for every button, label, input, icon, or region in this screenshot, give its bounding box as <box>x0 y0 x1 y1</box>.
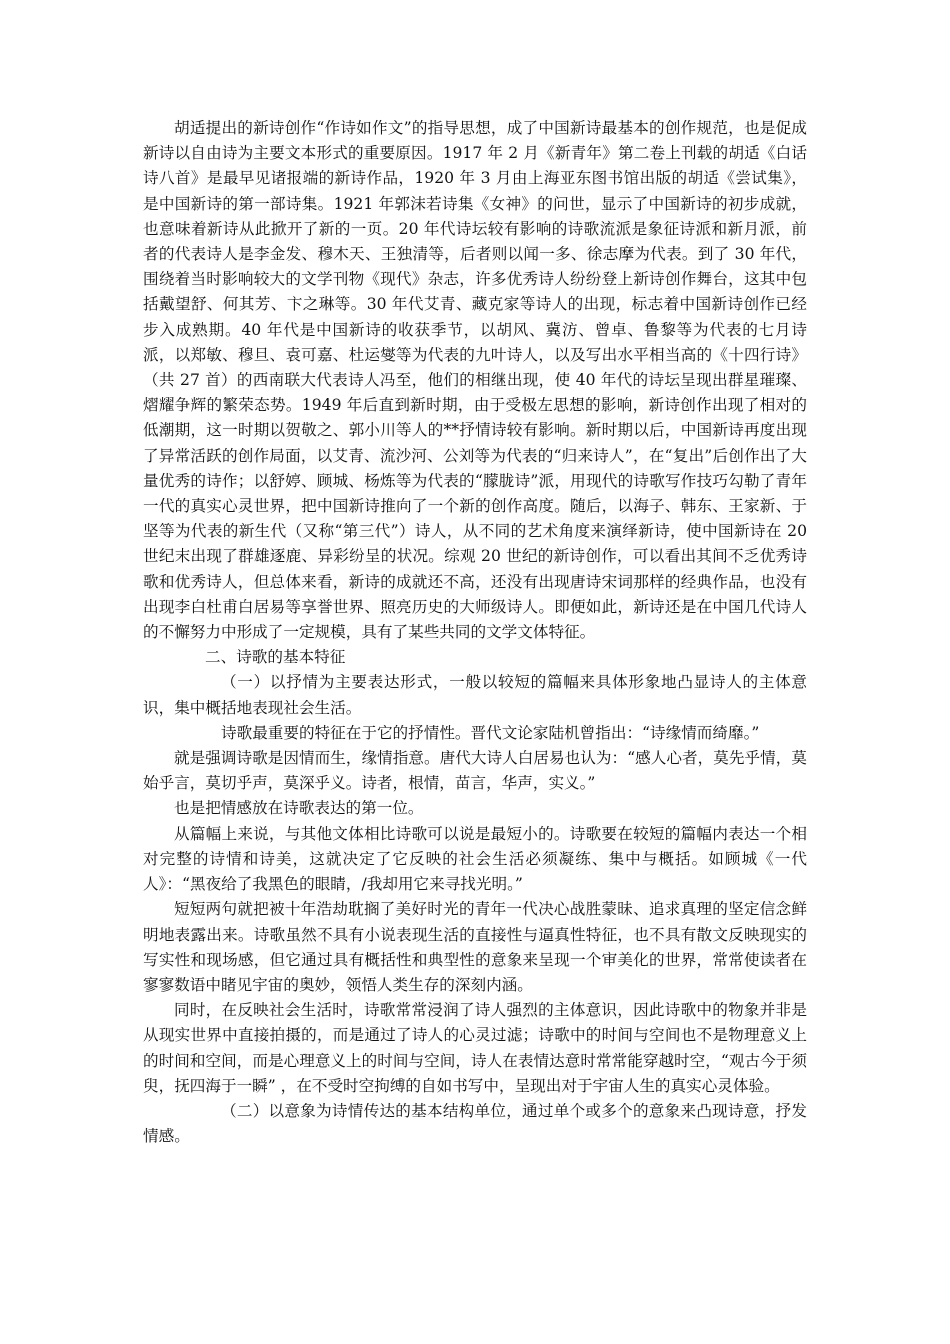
subsection-heading-2: （二）以意象为诗情传达的基本结构单位，通过单个或多个的意象来凸现诗意，抒发情感。 <box>143 1101 807 1146</box>
paragraph-bai-juyi-quote: 就是强调诗歌是因情而生，缘情指意。唐代大诗人白居易也认为：“感人心者，莫先乎情，莫始乎言，莫切乎声，莫深乎义。诗者，根情，苗言，华声，实义。” <box>143 749 807 793</box>
paragraph-brevity: 从篇幅上来说，与其他文体相比诗歌可以说是最短小的。诗歌要在较短的篇幅内表达一个相对完整的诗情和诗美，这就决定了它反映的社会生活必须凝练、集中与概括。如顾城《一代人》：“黑夜给了我黑色的眼睛，/我却用它来寻找光明。” <box>143 824 807 894</box>
paragraph-two-lines: 短短两句就把被十年浩劫耽搁了美好时光的青年一代决心战胜蒙昧、追求真理的坚定信念鲜明地表露出来。诗歌虽然不具有小说表现生活的直接性与逼真性特征，也不具有散文反映现实的写实性和现场感，但它通过具有概括性和典型性的意象来呈现一个审美化的世界，常常使读者在寥寥数语中睹见宇宙的奥妙，领悟人类生存的深刻内涵。 <box>143 900 807 994</box>
paragraph-subjective-consciousness: 同时，在反映社会生活时，诗歌常常浸润了诗人强烈的主体意识，因此诗歌中的物象并非是从现实世界中直接拍摄的，而是通过了诗人的心灵过滤；诗歌中的时间与空间也不是物理意义上的时间和空间，而是心理意义上的时间与空间，诗人在表情达意时常常能穿越时空，“观古今于须臾，抚四海于一瞬” ，在不受时空拘缚的自如书写中，呈现出对于宇宙人生的真实心灵体验。 <box>143 1001 807 1095</box>
paragraph-new-poetry-history: 胡适提出的新诗创作“作诗如作文”的指导思想，成了中国新诗最基本的创作规范，也是促成新诗以自由诗为主要文本形式的重要原因。1917 年 2 月《新青年》第二卷上刊载的胡适《白话诗八首》是最早见诸报端的新诗作品，1920 年 3 月由上海亚东图书馆出版的胡适《尝试集》，是中国新诗的第一部诗集。1921 年郭沫若诗集《女神》的问世，显示了中国新诗的初步成就，也意味着新诗从此掀开了新的一页。20 年代诗坛较有影响的诗歌流派是象征诗派和新月派，前者的代表诗人是李金发、穆木天、王独清等，后者则以闻一多、徐志摩为代表。到了 30 年代，围绕着当时影响较大的文学刊物《现代》杂志，许多优秀诗人纷纷登上新诗创作舞台，这其中包括戴望舒、何其芳、卞之琳等。30 年代艾青、藏克家等诗人的出现，标志着中国新诗创作已经步入成熟期。40 年代是中国新诗的收获季节，以胡风、冀汸、曾卓、鲁黎等为代表的七月诗派，以郑敏、穆旦、袁可嘉、杜运燮等为代表的九叶诗人，以及写出水平相当高的《十四行诗》（共 27 首）的西南联大代表诗人冯至，他们的相继出现，使 40 年代的诗坛呈现出群星璀璨、熠耀争辉的繁荣态势。1949 年后直到新时期，由于受极左思想的影响，新诗创作出现了相对的低潮期，这一时期以贺敬之、郭小川等人的**抒情诗较有影响。新时期以后，中国新诗再度出现了异常活跃的创作局面，以艾青、流沙河、公刘等为代表的“归来诗人”，在“复出”后创作出了大量优秀的诗作；以舒婷、顾城、杨炼等为代表的“朦胧诗”派，用现代的诗歌写作技巧勾勒了青年一代的真实心灵世界，把中国新诗推向了一个新的创作高度。随后，以海子、韩东、王家新、于坚等为代表的新生代（又称“第三代”）诗人，从不同的艺术角度来演绎新诗，使中国新诗在 20 世纪末出现了群雄逐鹿、异彩纷呈的状况。综观 20 世纪的新诗创作，可以看出其间不乏优秀诗歌和优秀诗人，但总体来看，新诗的成就还不高，还没有出现唐诗宋词那样的经典作品，也没有出现李白杜甫白居易等享誉世界、照亮历史的大师级诗人。即便如此，新诗还是在中国几代诗人的不懈努力中形成了一定规模，具有了某些共同的文学文体特征。 <box>143 119 807 642</box>
subsection-heading-1: （一）以抒情为主要表达形式，一般以较短的篇幅来具体形象地凸显诗人的主体意识，集中概括地表现社会生活。 <box>143 673 807 717</box>
section-heading: 二、诗歌的基本特征 <box>205 648 346 667</box>
document-body <box>143 116 807 1149</box>
paragraph-lyricism: 诗歌最重要的特征在于它的抒情性。晋代文论家陆机曾指出：“诗缘情而绮靡。” <box>221 723 760 742</box>
paragraph-emotion-first: 也是把情感放在诗歌表达的第一位。 <box>174 799 424 818</box>
